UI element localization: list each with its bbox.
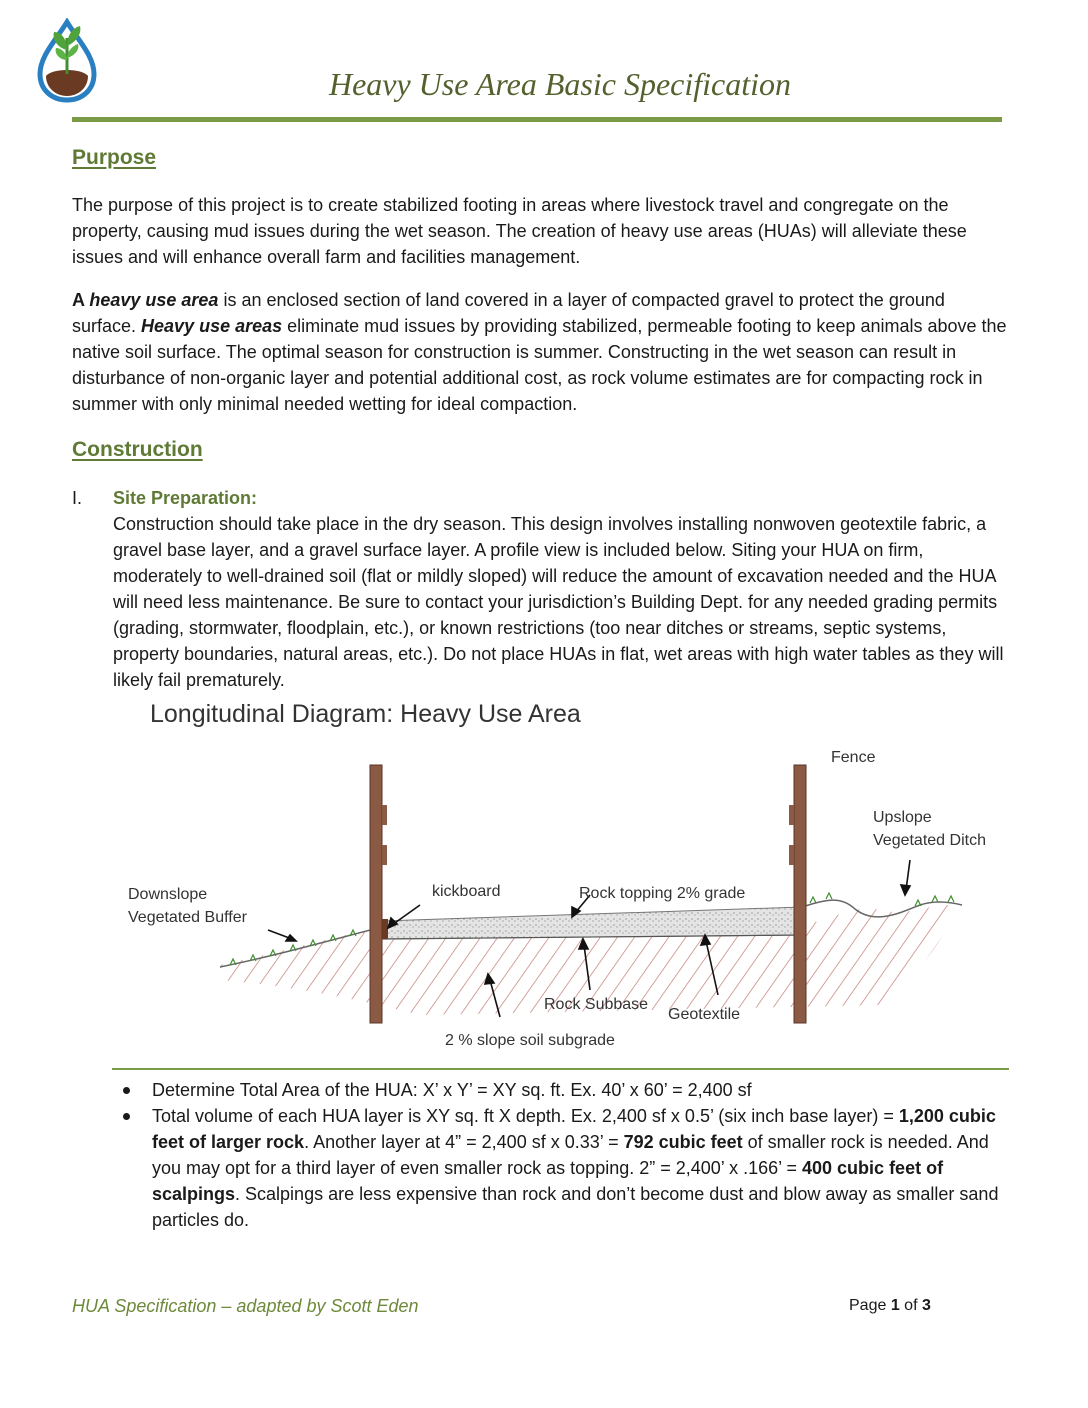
paragraph-text: eliminate mud issues by providing stabilized, permeable footing to keep animals above the native soil surface. The optimal season for construction is summer. Constructing in the wet season can result in disturbance of non-organic layer and potential additional cost, as rock volume estimates are for compacting rock in summer with only minimal needed wetting for ideal compaction. <box>72 316 1007 414</box>
document-title: Heavy Use Area Basic Specification <box>328 66 792 102</box>
site-preparation-heading: Site Preparation: <box>113 488 258 508</box>
page-number <box>849 1297 931 1315</box>
paragraph-lead: A <box>72 290 90 310</box>
emphasis-text: 400 cubic feet of scalpings <box>152 1158 944 1204</box>
term-heavy-use-areas: Heavy use areas <box>141 316 283 336</box>
title-divider <box>72 117 1002 122</box>
page-label: Page <box>849 1297 891 1314</box>
list-item-text: Determine Total Area of the HUA: X’ x Y’ = XY sq. ft. Ex. 40’ x 60’ = 2,400 sf <box>152 1080 752 1100</box>
diagram-title: Longitudinal Diagram: Heavy Use Area <box>150 700 581 728</box>
diagram-divider <box>112 1068 1009 1070</box>
label-vegetated-ditch: Vegetated Ditch <box>873 832 986 849</box>
footer-credit: HUA Specification – adapted by Scott Eden <box>72 1296 419 1316</box>
list-item <box>120 1077 1008 1103</box>
label-rock-topping: Rock topping 2% grade <box>579 885 746 902</box>
water-drop-sprout-logo <box>34 18 100 104</box>
bullet-icon <box>123 1087 130 1094</box>
term-heavy-use-area: heavy use area <box>89 290 219 310</box>
total-pages: 3 <box>921 1297 931 1314</box>
label-rock-subbase: Rock Subbase <box>544 996 649 1013</box>
list-numeral: I. <box>72 488 83 508</box>
emphasis-text: 1,200 cubic feet of larger rock <box>152 1106 996 1152</box>
label-fence: Fence <box>831 749 876 766</box>
purpose-heading: Purpose <box>72 146 157 169</box>
label-downslope: Downslope <box>128 886 208 903</box>
page-of: of <box>899 1297 922 1314</box>
label-soil-subgrade: 2 % slope soil subgrade <box>445 1032 615 1049</box>
site-preparation-text: Construction should take place in the dry season. This design involves installing nonwoven geotextile fabric, a gravel base layer, and a gravel surface layer. A profile view is included below. Siting your HUA on firm, moderately to well-drained soil (flat or mildly sloped) will reduce the amount of excavation needed and the HUA will need less maintenance. Be sure to contact your jurisdiction’s Building Dept. for any needed grading permits (grading, stormwater, floodplain, etc.), or known restrictions (too near ditches or streams, septic systems, property boundaries, natural areas, etc.). Do not place HUAs in flat, wet areas with high water tables as they will likely fail prematurely. <box>113 514 1004 690</box>
purpose-paragraph-1: The purpose of this project is to create stabilized footing in areas where livestock travel and congregate on the property, causing mud issues during the wet season. The creation of heavy use areas (HUAs) will alleviate these issues and will enhance overall farm and facilities management. <box>72 195 967 267</box>
label-geotextile: Geotextile <box>668 1006 741 1023</box>
list-item-text: . Another layer at 4” = 2,400 sf x 0.33’ = <box>304 1132 624 1152</box>
calculation-list <box>120 1077 1008 1233</box>
list-item <box>120 1103 1008 1233</box>
bullet-icon <box>123 1113 130 1120</box>
purpose-paragraph-2 <box>72 287 1007 417</box>
label-upslope: Upslope <box>873 809 932 826</box>
current-page: 1 <box>890 1297 900 1314</box>
list-item-text: . Scalpings are less expensive than rock and don’t become dust and blow away as smaller sand particles do. <box>152 1184 999 1230</box>
label-vegetated-buffer: Vegetated Buffer <box>128 909 247 926</box>
label-kickboard: kickboard <box>432 883 501 900</box>
construction-heading: Construction <box>72 438 203 461</box>
emphasis-text: 792 cubic feet <box>623 1132 743 1152</box>
list-item-text: Total volume of each HUA layer is XY sq. ft X depth. Ex. 2,400 sf x 0.5’ (six inch base layer) = <box>152 1106 899 1126</box>
list-item-text: of smaller rock is needed. And you may opt for a third layer of even smaller rock as topping. 2” = 2,400’ x .166’ = <box>152 1132 989 1178</box>
paragraph-text: is an enclosed section of land covered in a layer of compacted gravel to protect the ground surface. <box>72 290 945 336</box>
